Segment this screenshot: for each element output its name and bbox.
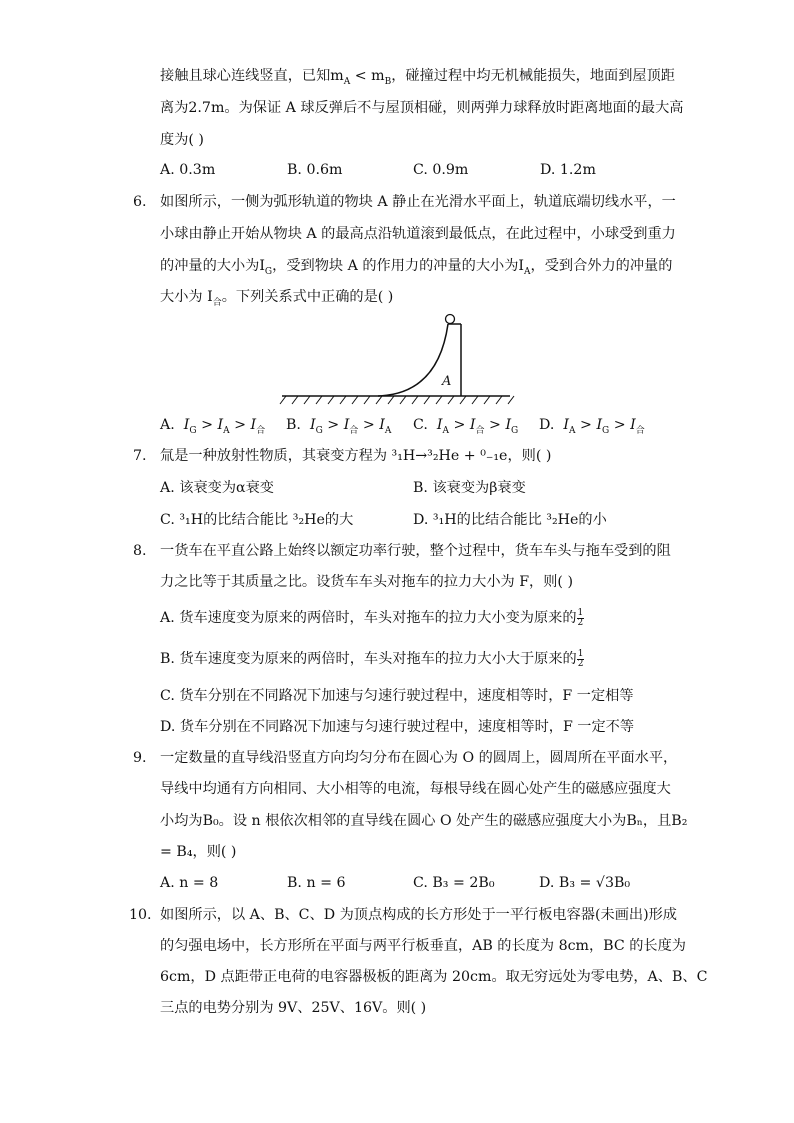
- q9-option-d: D. B₃ = √3B₀: [539, 875, 631, 891]
- q5-line-1: 接触且球心连线竖直，已知$m_A < m_B$，碰撞过程中均无机械能损失，地面到屋顶距: [160, 68, 675, 87]
- q9-line-1: 一定数量的直导线沿竖直方向均匀分布在圆心为 O 的圆周上，圆周所在平面水平，: [160, 750, 678, 766]
- curved-track: [378, 324, 448, 396]
- q5-option-b: B. 0.6m: [287, 162, 343, 178]
- ball-icon: [446, 315, 455, 324]
- q8-number: 8.: [133, 543, 147, 559]
- q8-option-c: C. 货车分别在不同路况下加速与匀速行驶过程中，速度相等时，F 一定相等: [160, 688, 634, 704]
- q10-number: 10.: [129, 907, 152, 923]
- q6-option-a: A. $I_G > I_A > I_合$: [160, 417, 266, 436]
- q6-line-2: 小球由静止开始从物块 A 的最高点沿轨道滚到最低点，在此过程中，小球受到重力: [160, 226, 676, 242]
- q7-option-d: D. ³₁H的比结合能比 ³₂He的小: [413, 512, 607, 528]
- q8-option-d: D. 货车分别在不同路况下加速与匀速行驶过程中，速度相等时，F 一定不等: [160, 719, 635, 735]
- q10-line-2: 的匀强电场中，长方形所在平面与两平行板垂直，AB 的长度为 8cm，BC 的长度为: [160, 938, 686, 954]
- q6-line-3: 的冲量的大小为$I_G$，受到物块 A 的作用力的冲量的大小为$I_A$，受到合外力的冲量的: [160, 258, 673, 277]
- q7-line-1: 氚是一种放射性物质，其衰变方程为 ³₁H→³₂He + ⁰₋₁e，则( ): [160, 448, 552, 464]
- q9-option-a: A. n = 8: [160, 875, 219, 891]
- q8-option-a: A. 货车速度变为原来的两倍时，车头对拖车的拉力大小变为原来的 $\frac{1}{2}$: [160, 607, 584, 628]
- q8-option-b: B. 货车速度变为原来的两倍时，车头对拖车的拉力大小大于原来的 $\frac{1}{2}$: [160, 648, 584, 669]
- q6-option-b: B. $I_G > I_合 > I_A$: [286, 417, 392, 436]
- q9-line-2: 导线中均通有方向相同、大小相等的电流，每根导线在圆心处产生的磁感应强度大: [160, 781, 671, 797]
- q9-line-3: 小均为B₀。设 n 根依次相邻的直导线在圆心 O 处产生的磁感应强度大小为Bₙ，且B₂: [160, 813, 688, 829]
- q9-number: 9.: [133, 750, 147, 766]
- q6-line-4: 大小为 $I_合$。下列关系式中正确的是( ): [160, 289, 394, 308]
- q10-line-3: 6cm，D 点距带正电荷的电容器极板的距离为 20cm。取无穷远处为零电势，A、B、C: [160, 969, 708, 985]
- q5-option-d: D. 1.2m: [540, 162, 596, 178]
- q7-option-a: A. 该衰变为α衰变: [160, 480, 274, 496]
- ground-hatching: [280, 396, 514, 404]
- fraction-one-half: $\frac{1}{2}$: [577, 648, 584, 669]
- block-label: A: [442, 374, 452, 389]
- q6-option-d: D. $I_A > I_G > I_合$: [539, 417, 645, 436]
- fraction-one-half: $\frac{1}{2}$: [577, 607, 584, 628]
- q9-option-c: C. B₃ = 2B₀: [413, 875, 495, 891]
- q6-option-c: C. $I_A > I_合 > I_G$: [413, 417, 519, 436]
- q5-option-c: C. 0.9m: [413, 162, 469, 178]
- q8-line-2: 力之比等于其质量之比。设货车车头对拖车的拉力大小为 F，则( ): [160, 574, 573, 590]
- q6-line-1: 如图所示，一侧为弧形轨道的物块 A 静止在光滑水平面上，轨道底端切线水平，一: [160, 194, 676, 210]
- q5-line-2: 离为2.7m。为保证 A 球反弹后不与屋顶相碰，则两弹力球释放时距离地面的最大高: [160, 100, 684, 116]
- q6-number: 6.: [133, 194, 147, 210]
- q9-line-4: = B₄，则( ): [160, 844, 237, 860]
- q7-option-b: B. 该衰变为β衰变: [413, 480, 526, 496]
- q10-line-4: 三点的电势分别为 9V、25V、16V。则( ): [160, 1000, 427, 1016]
- q10-line-1: 如图所示，以 A、B、C、D 为顶点构成的长方形处于一平行板电容器(未画出)形成: [160, 907, 677, 923]
- q5-option-a: A. 0.3m: [160, 162, 216, 178]
- q9-option-b: B. n = 6: [287, 875, 346, 891]
- q7-option-c: C. ³₁H的比结合能比 ³₂He的大: [160, 512, 354, 528]
- q8-line-1: 一货车在平直公路上始终以额定功率行驶，整个过程中，货车车头与拖车受到的阻: [160, 543, 671, 559]
- q7-number: 7.: [133, 448, 147, 464]
- q5-line-3: 度为( ): [160, 132, 204, 148]
- q6-ramp-diagram: [278, 310, 518, 406]
